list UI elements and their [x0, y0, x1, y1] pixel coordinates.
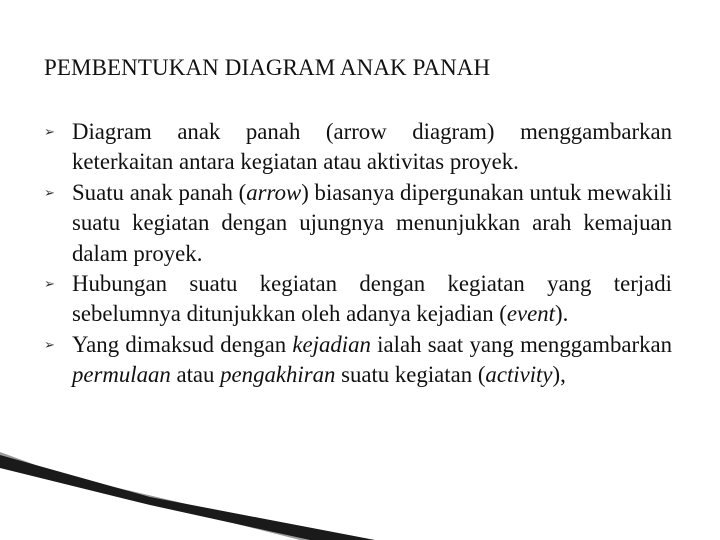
bullet-item: [44, 178, 672, 269]
corner-swoosh-dark: [0, 455, 375, 540]
bullet-text: Yang dimaksud dengan: [72, 331, 293, 357]
slide-title: PEMBENTUKAN DIAGRAM ANAK PANAH: [44, 55, 491, 80]
bullet-text-italic: kejadian: [292, 331, 371, 357]
bullet-text: suatu kegiatan (: [335, 362, 486, 388]
bullet-text-italic: pengakhiran: [220, 362, 336, 388]
arrow-bullet-icon: ➢: [44, 276, 55, 292]
bullet-text: ) biasanya dipergunakan untuk mewakili suatu kegiatan dengan ujungnya menunjukkan arah kemajuan dalam proyek.: [72, 179, 672, 266]
bullet-text: ialah saat yang menggambarkan: [370, 331, 672, 357]
bullet-list: [44, 117, 672, 391]
bullet-item: [44, 330, 672, 391]
bullet-text: atau: [170, 362, 221, 388]
bullet-text: Suatu anak panah (: [72, 179, 247, 205]
bullet-text-italic: arrow: [246, 179, 302, 205]
bullet-item: [44, 117, 672, 178]
corner-swoosh-gray: [0, 452, 340, 540]
bullet-text: Hubungan suatu kegiatan dengan kegiatan yang terjadi sebelumnya ditunjukkan oleh adanya kejadian (: [72, 271, 672, 327]
bullet-text-italic: activity: [485, 362, 553, 388]
bullet-text: ),: [552, 362, 566, 388]
bullet-item: [44, 269, 672, 330]
arrow-bullet-icon: ➢: [44, 336, 55, 352]
bullet-text: ).: [555, 301, 569, 327]
bullet-text: Diagram anak panah (arrow diagram) menggambarkan keterkaitan antara kegiatan atau aktivitas proyek.: [72, 119, 672, 175]
bullet-text-italic: permulaan: [72, 362, 171, 388]
arrow-bullet-icon: ➢: [44, 184, 55, 200]
arrow-bullet-icon: ➢: [44, 124, 55, 139]
bullet-text-italic: event: [506, 301, 555, 327]
